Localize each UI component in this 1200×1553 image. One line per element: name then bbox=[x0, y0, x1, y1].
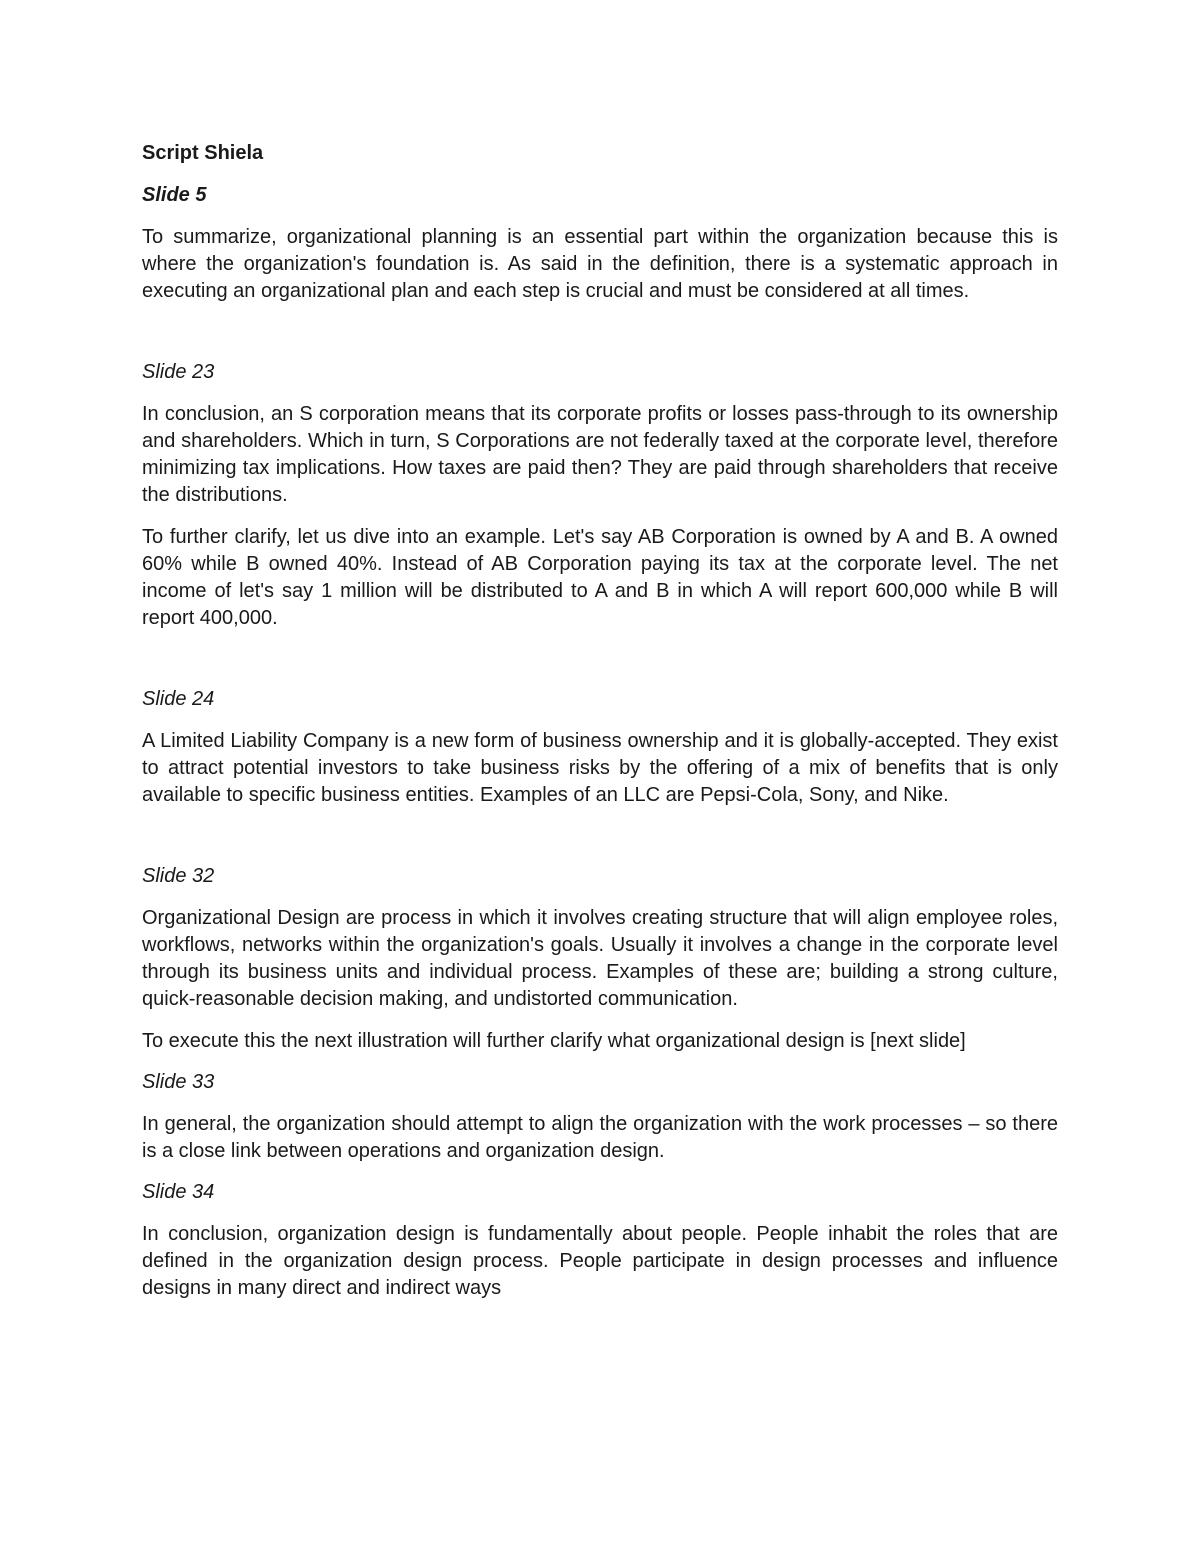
slide-heading-33: Slide 33 bbox=[142, 1071, 215, 1093]
slide-heading-5: Slide 5 bbox=[142, 184, 207, 206]
slide-23-paragraph-1: In conclusion, an S corporation means that its corporate profits or losses pass-through to its ownership and shareholders. Which in turn, S Corporations are not federally taxed at the corporate level, therefore minimizing tax implications. How taxes are paid then? They are paid through shareholders that receive the distributions. bbox=[142, 403, 1058, 506]
slide-34-paragraph: In conclusion, organization design is fundamentally about people. People inhabit the roles that are defined in the organization design process. People participate in design processes and influence designs in many direct and indirect ways bbox=[142, 1223, 1058, 1299]
slide-5-paragraph: To summarize, organizational planning is an essential part within the organization because this is where the organization's foundation is. As said in the definition, there is a systematic approach in executing an organizational plan and each step is crucial and must be considered at all times. bbox=[142, 226, 1058, 302]
slide-heading-24: Slide 24 bbox=[142, 688, 215, 710]
document-title: Script Shiela bbox=[142, 142, 264, 164]
slide-32-paragraph-1: Organizational Design are process in which it involves creating structure that will align employee roles, workflows, networks within the organization's goals. Usually it involves a change in the corporate level through its business units and individual process. Examples of these are; building a strong culture, quick-reasonable decision making, and undistorted communication. bbox=[142, 907, 1058, 1010]
slide-33-paragraph: In general, the organization should attempt to align the organization with the work processes – so there is a close link between operations and organization design. bbox=[142, 1113, 1058, 1162]
slide-24-paragraph: A Limited Liability Company is a new form of business ownership and it is globally-accepted. They exist to attract potential investors to take business risks by the offering of a mix of benefits that is only available to specific business entities. Examples of an LLC are Pepsi-Cola, Sony, and Nike. bbox=[142, 730, 1058, 806]
slide-heading-32: Slide 32 bbox=[142, 865, 215, 887]
slide-32-paragraph-2: To execute this the next illustration will further clarify what organizational design is [next slide] bbox=[142, 1030, 966, 1052]
slide-23-paragraph-2: To further clarify, let us dive into an example. Let's say AB Corporation is owned by A and B. A owned 60% while B owned 40%. Instead of AB Corporation paying its tax at the corporate level. The net income of let's say 1 million will be distributed to A and B in which A will report 600,000 while B will report 400,000. bbox=[142, 526, 1058, 629]
document-page bbox=[142, 140, 1058, 1317]
slide-heading-23: Slide 23 bbox=[142, 361, 215, 383]
slide-heading-34: Slide 34 bbox=[142, 1181, 215, 1203]
